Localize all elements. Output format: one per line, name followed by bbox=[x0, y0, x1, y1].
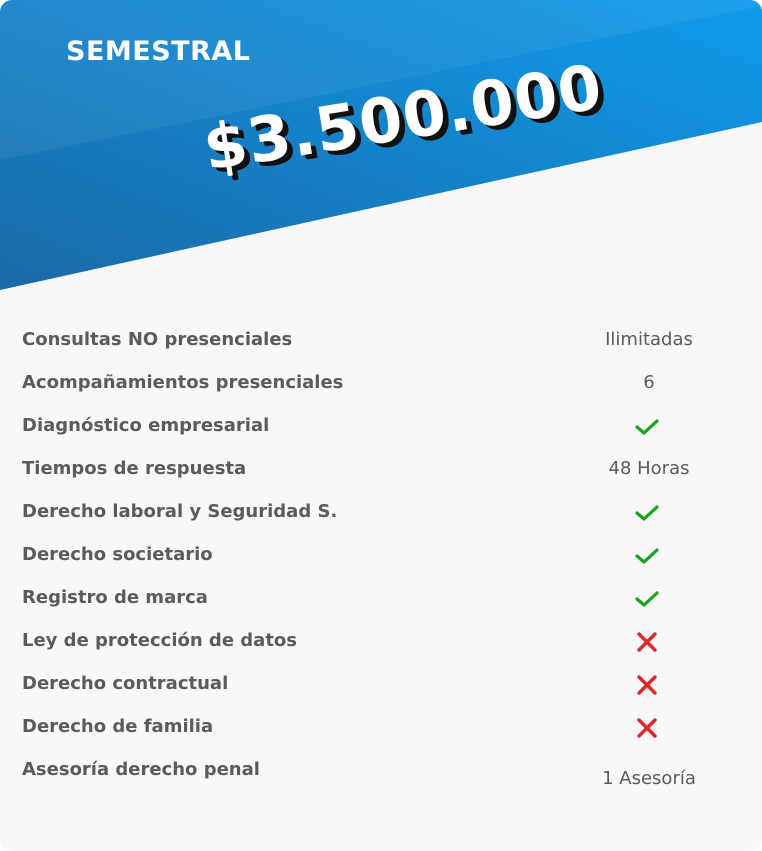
check-icon bbox=[634, 500, 660, 526]
feature-label: Derecho societario bbox=[22, 544, 213, 565]
feature-label: Derecho laboral y Seguridad S. bbox=[22, 501, 338, 522]
feature-label: Acompañamientos presenciales bbox=[22, 372, 344, 393]
feature-value: Ilimitadas bbox=[605, 329, 693, 350]
feature-value: 1 Asesoría bbox=[602, 768, 696, 789]
feature-row bbox=[0, 318, 762, 361]
feature-row bbox=[0, 576, 762, 619]
plan-title: SEMESTRAL bbox=[66, 36, 251, 67]
feature-label: Asesoría derecho penal bbox=[22, 759, 260, 780]
feature-row bbox=[0, 404, 762, 447]
feature-label: Consultas NO presenciales bbox=[22, 329, 293, 350]
feature-row bbox=[0, 361, 762, 404]
cross-icon bbox=[634, 629, 660, 655]
feature-row bbox=[0, 619, 762, 662]
feature-label: Ley de protección de datos bbox=[22, 630, 298, 651]
feature-row bbox=[0, 748, 762, 808]
feature-list bbox=[0, 318, 762, 808]
feature-label: Tiempos de respuesta bbox=[22, 458, 247, 479]
plan-price: $3.500.000 bbox=[198, 49, 608, 185]
feature-label: Diagnóstico empresarial bbox=[22, 415, 270, 436]
feature-row bbox=[0, 705, 762, 748]
feature-label: Derecho de familia bbox=[22, 716, 214, 737]
cross-icon bbox=[634, 715, 660, 741]
cross-icon bbox=[634, 672, 660, 698]
feature-row bbox=[0, 662, 762, 705]
check-icon bbox=[634, 586, 660, 612]
feature-row bbox=[0, 447, 762, 490]
feature-value: 6 bbox=[643, 372, 655, 393]
check-icon bbox=[634, 414, 660, 440]
check-icon bbox=[634, 543, 660, 569]
feature-label: Registro de marca bbox=[22, 587, 208, 608]
feature-label: Derecho contractual bbox=[22, 673, 229, 694]
feature-row bbox=[0, 490, 762, 533]
feature-value: 48 Horas bbox=[608, 458, 690, 479]
feature-row bbox=[0, 533, 762, 576]
